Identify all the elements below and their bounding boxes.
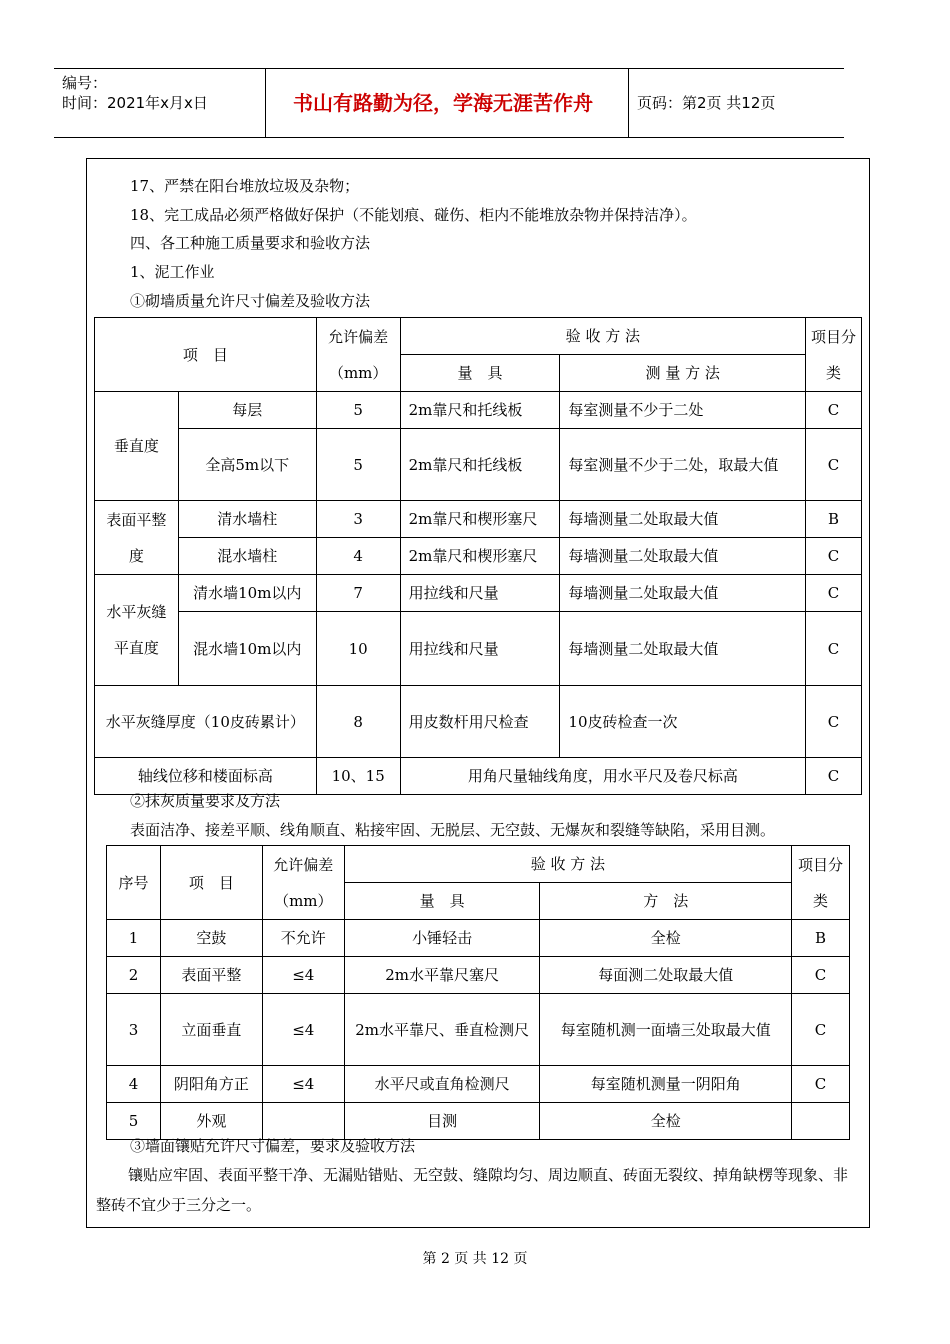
table-row-cell: 不允许 [262,920,344,957]
table-row-cell: 立面垂直 [160,994,262,1066]
cell: 10 [316,612,400,686]
cell: 混水墙10m以内 [178,612,316,686]
cell: 5 [316,429,400,501]
cell: 每墙测量二处取最大值 [560,575,806,612]
cell: 2m靠尺和楔形塞尺 [400,501,560,538]
cell: 每墙测量二处取最大值 [560,501,806,538]
cell: 轴线位移和楼面标高 [95,758,317,795]
cell: 5 [316,392,400,429]
cell: 每墙测量二处取最大值 [560,538,806,575]
header-way: 方 法 [540,883,792,920]
group-joint-straightness: 水平灰缝平直度 [95,575,179,686]
table-row-cell: 每室随机测量一阴阳角 [540,1066,792,1103]
cell: C [806,538,862,575]
cell: 全高5m以下 [178,429,316,501]
table3-title: ③墙面镶贴允许尺寸偏差，要求及验收方法 [130,1137,416,1155]
header-class: 项目分类 [806,318,862,392]
table-row-cell [792,1103,850,1140]
cell: 清水墙柱 [178,501,316,538]
table-row-cell: 表面平整 [160,957,262,994]
cell: 8 [316,686,400,758]
table-row-cell: 每室随机测一面墙三处取最大值 [540,994,792,1066]
section-heading-4: 四、各工种施工质量要求和验收方法 [130,234,371,252]
masonry-tolerance-table [94,317,862,795]
cell: B [806,501,862,538]
group-verticality: 垂直度 [95,392,179,501]
table-row-cell: 4 [107,1066,161,1103]
table1-title: ①砌墙质量允许尺寸偏差及验收方法 [130,292,371,310]
table-row-cell: 阴阳角方正 [160,1066,262,1103]
time-label: 时间：2021年x月x日 [62,94,208,112]
cell: 2m靠尺和托线板 [400,429,560,501]
table-row-cell: ≤4 [262,994,344,1066]
table-row-cell: 每面测二处取最大值 [540,957,792,994]
header-meta [54,69,266,137]
table3-description: 镶贴应牢固、表面平整干净、无漏贴错贴、无空鼓、缝隙均匀、周边顺直、砖面无裂纹、掉角缺楞等现象、非整砖不宜少于三分之一。 [96,1166,849,1214]
header-item: 项 目 [95,318,317,392]
subsection-heading-1: 1、泥工作业 [130,263,215,281]
header-tool: 量 具 [400,355,560,392]
header-measure: 测 量 方 法 [560,355,806,392]
cell: 3 [316,501,400,538]
cell: 清水墙10m以内 [178,575,316,612]
table-row-cell: C [792,957,850,994]
table-row-cell: 2 [107,957,161,994]
cell: 每层 [178,392,316,429]
cell: 用角尺量轴线角度，用水平尺及卷尺标高 [400,758,805,795]
page-footer: 第 2 页 共 12 页 [422,1251,528,1267]
page-header [54,68,844,138]
table-row-cell: 1 [107,920,161,957]
table-row-cell: 外观 [160,1103,262,1140]
cell: C [806,686,862,758]
plaster-quality-table [106,845,850,1140]
table-row-cell: 3 [107,994,161,1066]
text-line-17: 17、严禁在阳台堆放垃圾及杂物； [130,177,360,195]
table-row-cell: B [792,920,850,957]
header-page-number: 页码：第2页 共12页 [637,94,776,112]
table2-description: 表面洁净、接差平顺、线角顺直、粘接牢固、无脱层、无空鼓、无爆灰和裂缝等缺陷，采用目测。 [130,821,776,839]
table-row-cell: 空鼓 [160,920,262,957]
header-motto: 书山有路勤为径，学海无涯苦作舟 [258,69,629,137]
header-tool: 量 具 [344,883,540,920]
cell: 混水墙柱 [178,538,316,575]
cell: 10、15 [316,758,400,795]
table-row-cell: 2m水平靠尺、垂直检测尺 [344,994,540,1066]
table-row-cell: ≤4 [262,957,344,994]
cell: 用拉线和尺量 [400,575,560,612]
cell: 用皮数杆用尺检查 [400,686,560,758]
header-tolerance: 允许偏差（mm） [262,846,344,920]
cell: 7 [316,575,400,612]
cell: C [806,612,862,686]
header-item: 项 目 [160,846,262,920]
header-no: 序号 [107,846,161,920]
table-row-cell: 小锤轻击 [344,920,540,957]
table-row-cell: C [792,1066,850,1103]
table-row-cell: 2m水平靠尺塞尺 [344,957,540,994]
table-row-cell: 目测 [344,1103,540,1140]
header-method: 验 收 方 法 [400,318,805,355]
cell: 2m靠尺和楔形塞尺 [400,538,560,575]
cell: 水平灰缝厚度（10皮砖累计） [95,686,317,758]
table-row-cell: 水平尺或直角检测尺 [344,1066,540,1103]
cell: C [806,392,862,429]
text-line-18: 18、完工成品必须严格做好保护（不能划痕、碰伤、柜内不能堆放杂物并保持洁净）。 [130,206,697,224]
group-flatness: 表面平整度 [95,501,179,575]
table-row-cell: ≤4 [262,1066,344,1103]
cell: C [806,575,862,612]
table-row-cell [262,1103,344,1140]
cell: C [806,429,862,501]
header-class: 项目分类 [792,846,850,920]
table-row-cell: 全检 [540,920,792,957]
cell: 2m靠尺和托线板 [400,392,560,429]
table-row-cell: 全检 [540,1103,792,1140]
header-method: 验 收 方 法 [344,846,791,883]
cell: 用拉线和尺量 [400,612,560,686]
header-tolerance: 允许偏差（mm） [316,318,400,392]
cell: 每室测量不少于二处，取最大值 [560,429,806,501]
cell: 4 [316,538,400,575]
table2-title: ②抹灰质量要求及方法 [130,792,281,810]
cell: 每墙测量二处取最大值 [560,612,806,686]
table-row-cell: 5 [107,1103,161,1140]
code-label: 编号： [62,74,108,92]
cell: C [806,758,862,795]
table-row-cell: C [792,994,850,1066]
cell: 每室测量不少于二处 [560,392,806,429]
cell: 10皮砖检查一次 [560,686,806,758]
